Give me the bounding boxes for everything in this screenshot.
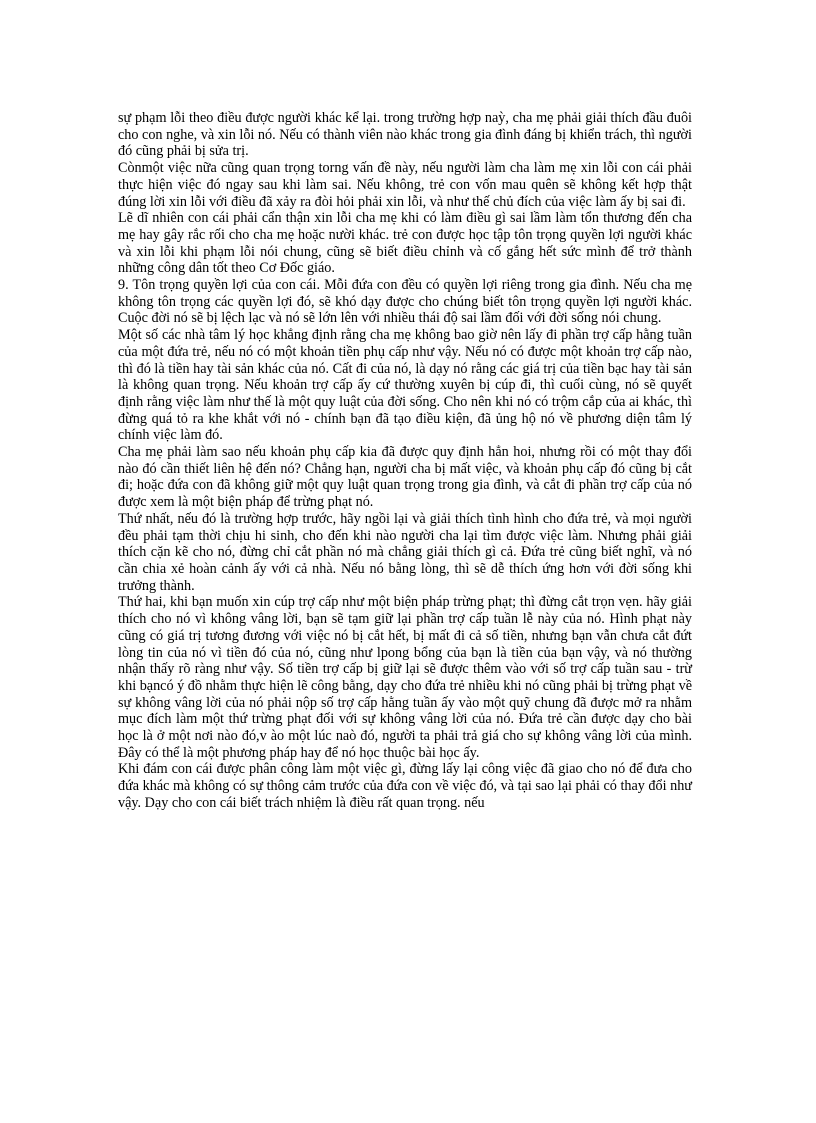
paragraph-assigned-tasks: Khi đám con cái được phân công làm một việc gì, đừng lấy lại công việc đã giao cho nó để đưa cho đứa khác mà không có sự thông cảm trước của đứa con về việc đó, và tại sao lại phải có thay đổi như vậy. Dạy cho con cái biết trách nhiệm là điều rất quan trọng. nếu xyxy=(118,761,692,811)
paragraph-apology-explain: sự phạm lỗi theo điều được người khác kể lại. trong trường hợp naỳ, cha mẹ phải giải thích đầu đuôi cho con nghe, và xin lỗi nó. Nếu có thành viên nào khác trong gia đình đáng bị khiển trách, thì người đó cũng phải bị sửa trị. xyxy=(118,110,692,160)
paragraph-allowance-psychologists: Một số các nhà tâm lý học khẳng định rằng cha mẹ không bao giờ nên lấy đi phần trợ cấp hằng tuần của một đứa trẻ, nếu nó có một khoản tiền phụ cấp như vậy. Nếu nó có được một khoản trợ cấp nào, thì đó là tiền hay tài sản khác của nó. Cất đi của nó, là dạy nó rằng các giá trị của tiền bạc hay tài sản là không quan trọng. Nếu khoản trợ cấp ấy cứ thường xuyên bị cúp đi, thì cuối cùng, nó sẽ quyết định rằng việc làm như thế là một quy luật của đời sống. Cho nên khi nó có trộm cắp của ai khác, thì đừng quá tỏ ra khe khắt với nó - chính bạn đã tạo điều kiện, đã ủng hộ nó về phương diện tâm lý chính việc làm đó. xyxy=(118,327,692,444)
paragraph-first-case: Thứ nhất, nếu đó là trường hợp trước, hãy ngồi lại và giải thích tình hình cho đứa trẻ, và mọi người đều phải tạm thời chịu hi sinh, cho đến khi nào người cha lại tìm được việc làm. Nhưng phải giải thích cặn kẽ cho nó, đừng chỉ cắt phần nó mà chẳng giải thích gì cả. Đứa trẻ cũng biết nghĩ, và nó cần chia xẻ hoàn cảnh ấy với cả nhà. Nếu nó bằng lòng, thì sẽ dễ thích ứng hơn với đời sống khi trưởng thành. xyxy=(118,510,692,594)
paragraph-respect-rights: 9. Tôn trọng quyền lợi của con cái. Mỗi đứa con đều có quyền lợi riêng trong gia đình. Nếu cha mẹ không tôn trọng các quyền lợi đó, sẽ khó dạy được cho chúng biết tôn trọng quyền lợi người khác. Cuộc đời nó sẽ bị lệch lạc và nó sẽ lớn lên với nhiều thái độ sai lầm đối với đời sống nói chung. xyxy=(118,277,692,327)
paragraph-apology-timing: Cònmột việc nữa cũng quan trọng torng vấn đề này, nếu người làm cha làm mẹ xin lỗi con cái phải thực hiện việc đó ngay sau khi làm sai. Nếu không, trẻ con vốn mau quên sẽ không kết hợp thật đúng lời xin lỗi với điều đã xảy ra đòi hỏi phải xin lỗi, và như thế chủ đích của việc làm ấy bị sai đi. xyxy=(118,160,692,210)
paragraph-children-apologize: Lẽ dĩ nhiên con cái phải cẩn thận xin lỗi cha mẹ khi có làm điều gì sai lầm làm tổn thương đến cha mẹ hay gây rắc rối cho cha mẹ hoặc nười khác. trẻ con được học tập tôn trọng quyền lợi người khác và xin lỗi khi phạm lỗi nói chung, cũng sẽ biết điều chỉnh và cố gắng hết sức mình để trở thành những công dân tốt theo Cơ Đốc giáo. xyxy=(118,210,692,277)
paragraph-second-case: Thứ hai, khi bạn muốn xin cúp trợ cấp như một biện pháp trừng phạt; thì đừng cắt trọn vẹn. hãy giải thích cho nó vì không vâng lời, bạn sẽ tạm giữ lại phần trợ cấp tuần lễ này của nó. Hình phạt này cũng có giá trị tương đương với việc nó bị cắt hết, bị mất đi cả số tiền, nhưng bạn vẫn chưa cắt đứt lòng tin của nó vì tiền đó của nó, cũng như lpong bổng của bạn là tiền của bạn vậy, và nó thường nhận thấy rõ ràng như vậy. Số tiền trợ cấp bị giữ lại sẽ được thêm vào với số trợ cấp tuần sau - trừ khi bạncó ý đồ nhằm thực hiện lẽ công bằng, dạy cho đứa trẻ nhiều khi nó cũng phải bị trừng phạt về sự không vâng lời của nó phải nộp số trợ cấp hằng tuần ấy vào một quỹ chung đã được mở ra nhằm mục đích làm một thứ trừng phạt đối với sự không vâng lời của nó. Đứa trẻ cần được dạy cho bài học là ở một nơi nào đó,v ào một lúc naò đó, người ta phải trả giá cho sự không vâng lời của mình. Đây có thể là một phương pháp hay để nó học thuộc bài học ấy. xyxy=(118,594,692,761)
document-page xyxy=(118,110,692,812)
paragraph-allowance-change: Cha mẹ phải làm sao nếu khoản phụ cấp kia đã được quy định hẳn hoi, nhưng rồi có một thay đổi nào đó cần thiết liên hệ đến nó? Chẳng hạn, người cha bị mất việc, và khoản phụ cấp đó cũng bị cắt đi; hoặc đứa con đã không giữ một quy luật quan trọng trong gia đình, và cắt đi phần trợ cấp của nó được xem là một biện pháp để trừng phạt nó. xyxy=(118,444,692,511)
